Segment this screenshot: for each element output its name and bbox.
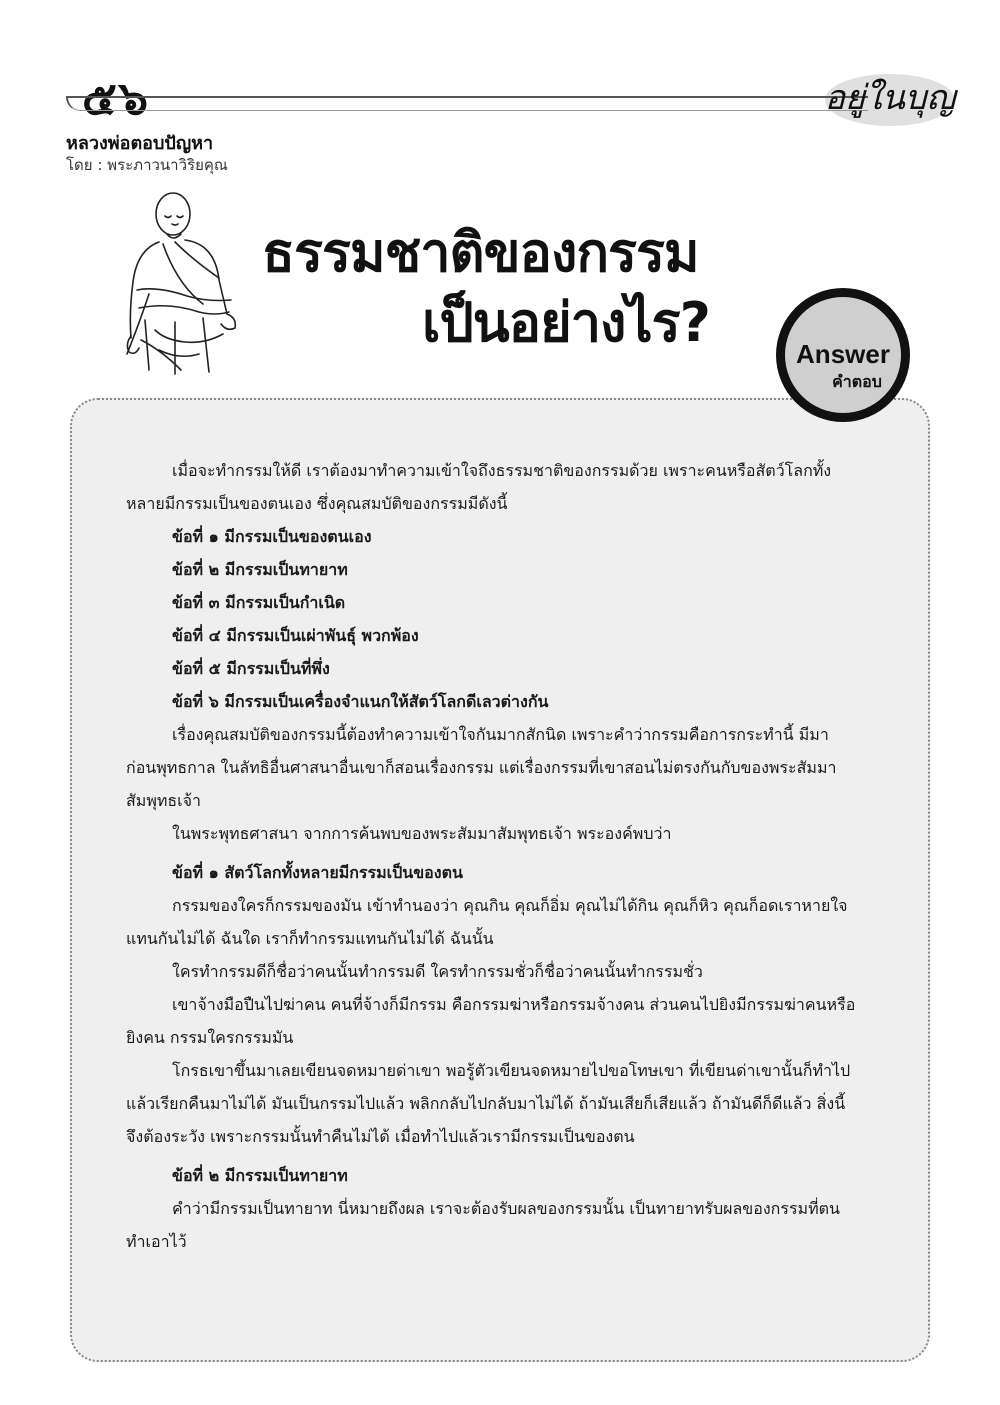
list-item: ข้อที่ ๖ มีกรรมเป็นเครื่องจำแนกให้สัตว์โลกดีเลวต่างกัน bbox=[172, 692, 549, 711]
paragraph-intro: เมื่อจะทำกรรมให้ดี เราต้องมาทำความเข้าใจถึงธรรมชาติของกรรมด้วย เพราะคนหรือสัตว์โลกทั้งหลายมีกรรมเป็นของตนเอง ซึ่งคุณสมบัติของกรรมมีดังนี้ bbox=[126, 461, 832, 513]
list-item: ข้อที่ ๒ มีกรรมเป็นทายาท bbox=[172, 560, 348, 579]
magazine-logo: อยู่ในบุญ bbox=[815, 70, 965, 130]
article-title-line-1: ธรรมชาติของกรรม bbox=[262, 221, 699, 284]
list-item: ข้อที่ ๑ มีกรรมเป็นของตนเอง bbox=[172, 527, 372, 546]
answer-badge-inner bbox=[785, 297, 901, 413]
paragraph: เขาจ้างมือปืนไปฆ่าคน คนที่จ้างก็มีกรรม คือกรรมฆ่าหรือกรรมจ้างคน ส่วนคนไปยิงมีกรรมฆ่าคนหรือยิงคน กรรมใครกรรมมัน bbox=[126, 995, 856, 1047]
monk-illustration bbox=[115, 190, 255, 380]
paragraph: ใครทำกรรมดีก็ชื่อว่าคนนั้นทำกรรมดี ใครทำกรรมชั่วก็ชื่อว่าคนนั้นทำกรรมชั่ว bbox=[172, 962, 703, 981]
article-body bbox=[126, 454, 856, 1258]
article-title bbox=[262, 218, 822, 358]
paragraph: เรื่องคุณสมบัติของกรรมนี้ต้องทำความเข้าใจกันมากสักนิด เพราะคำว่ากรรมคือการกระทำนี้ มีมาก่อนพุทธกาล ในลัทธิอื่นศาสนาอื่นเขาก็สอนเรื่องกรรม แต่เรื่องกรรมที่เขาสอนไม่ตรงกันกับของพระสัมมาสัมพุทธเจ้า bbox=[126, 725, 837, 810]
paragraph: ในพระพุทธศาสนา จากการค้นพบของพระสัมมาสัมพุทธเจ้า พระองค์พบว่า bbox=[172, 824, 672, 843]
paragraph: โกรธเขาขึ้นมาเลยเขียนจดหมายด่าเขา พอรู้ตัวเขียนจดหมายไปขอโทษเขา ที่เขียนด่าเขานั้นก็ทำไปแล้วเรียกคืนมาไม่ได้ มันเป็นกรรมไปแล้ว พลิกกลับไปกลับมาไม่ได้ ถ้ามันเสียก็เสียแล้ว ถ้ามันดีก็ดีแล้ว สิ่งนี้จึงต้องระวัง เพราะกรรมนั้นทำคืนไม่ได้ เมื่อทำไปแล้วเรามีกรรมเป็นของตน bbox=[126, 1061, 851, 1146]
article-title-line-2: เป็นอย่างไร? bbox=[422, 291, 710, 354]
list-item: ข้อที่ ๓ มีกรรมเป็นกำเนิด bbox=[172, 593, 346, 612]
answer-badge bbox=[776, 288, 910, 422]
section-heading-2: ข้อที่ ๒ มีกรรมเป็นทายาท bbox=[172, 1166, 348, 1185]
answer-badge-th: คำตอบ bbox=[832, 372, 882, 391]
paragraph: กรรมของใครก็กรรมของมัน เข้าทำนองว่า คุณกิน คุณก็อิ่ม คุณไม่ได้กิน คุณก็หิว คุณก็อดเราหายใจแทนกันไม่ได้ ฉันใด เราก็ทำกรรมแทนกันไม่ได้ ฉันนั้น bbox=[126, 896, 848, 948]
header-rule bbox=[66, 96, 868, 111]
answer-badge-en: Answer bbox=[796, 339, 890, 369]
column-title: หลวงพ่อตอบปัญหา bbox=[66, 133, 214, 154]
list-item: ข้อที่ ๕ มีกรรมเป็นที่พึ่ง bbox=[172, 659, 330, 678]
section-heading-1: ข้อที่ ๑ สัตว์โลกทั้งหลายมีกรรมเป็นของตน bbox=[172, 863, 463, 882]
page-number: ๕๖ bbox=[82, 71, 151, 125]
byline: โดย : พระภาวนาวิริยคุณ bbox=[66, 156, 228, 174]
list-item: ข้อที่ ๔ มีกรรมเป็นเผ่าพันธุ์ พวกพ้อง bbox=[172, 626, 419, 645]
paragraph: คำว่ามีกรรมเป็นทายาท นี่หมายถึงผล เราจะต้องรับผลของกรรมนั้น เป็นทายาทรับผลของกรรมที่ตนทำเอาไว้ bbox=[126, 1199, 840, 1251]
